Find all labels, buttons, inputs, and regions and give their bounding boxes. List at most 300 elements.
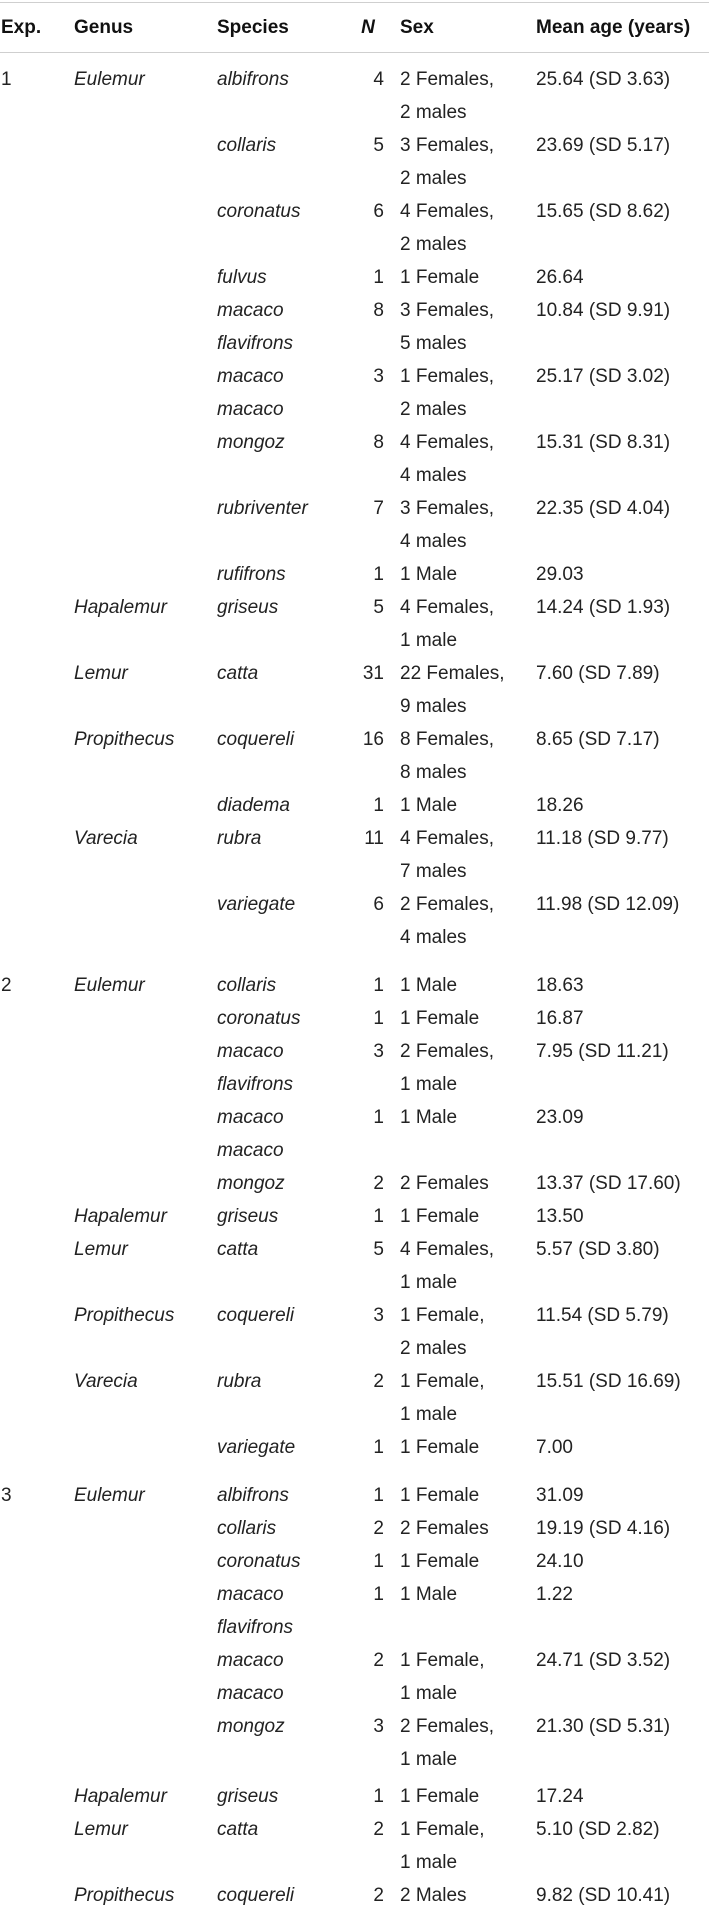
cell-species [217, 492, 344, 558]
cell-genus: Eulemur [74, 975, 145, 996]
cell-sex [400, 426, 536, 492]
cell-mean-age: 24.10 [536, 1551, 584, 1572]
cell-exp [0, 1578, 74, 1644]
cell-genus [74, 888, 217, 954]
cell-sex-line: 1 male [400, 1749, 458, 1770]
cell-n: 11 [364, 828, 384, 849]
cell-sex [400, 657, 536, 723]
cell-sex [400, 1200, 536, 1233]
cell-genus [74, 1512, 217, 1545]
cell-exp [0, 1002, 74, 1035]
cell-mean-age: 29.03 [536, 564, 584, 585]
cell-species-line: coquereli [217, 1305, 295, 1326]
cell-species [217, 969, 344, 1002]
cell-species [217, 1200, 344, 1233]
cell-genus [74, 1101, 217, 1167]
cell-exp [0, 1431, 74, 1464]
cell-species-line: rubra [217, 1371, 262, 1392]
cell-n: 8 [373, 432, 384, 453]
cell-sex-line: 22 Females, [400, 663, 505, 684]
cell-sex [400, 1780, 536, 1813]
experiment-group [0, 969, 709, 1464]
experiment-group [0, 63, 709, 954]
cell-species-line: macaco [217, 1584, 284, 1605]
cell-sex-line: 2 males [400, 1338, 467, 1359]
cell-genus: Varecia [74, 828, 138, 849]
cell-n: 5 [373, 135, 384, 156]
header-genus: Genus [74, 16, 134, 38]
cell-n: 1 [373, 1786, 384, 1807]
cell-genus: Lemur [74, 1239, 128, 1260]
cell-genus: Propithecus [74, 1885, 175, 1906]
cell-genus: Lemur [74, 663, 128, 684]
cell-sex-line: 2 males [400, 102, 467, 123]
cell-sex [400, 1167, 536, 1200]
table-header-row [0, 3, 709, 52]
cell-species [217, 1365, 344, 1431]
cell-mean-age: 11.98 (SD 12.09) [536, 894, 680, 915]
cell-n: 3 [373, 1716, 384, 1737]
table-row [0, 591, 709, 657]
cell-sex [400, 1299, 536, 1365]
cell-species-line: mongoz [217, 1173, 285, 1194]
cell-sex-line: 1 Male [400, 1107, 458, 1128]
cell-species-line: coquereli [217, 1885, 295, 1906]
cell-mean-age: 11.54 (SD 5.79) [536, 1305, 669, 1326]
cell-n: 1 [373, 795, 384, 816]
cell-mean-age: 8.65 (SD 7.17) [536, 729, 660, 750]
cell-n: 8 [373, 300, 384, 321]
cell-n: 31 [362, 663, 384, 684]
cell-mean-age: 25.64 (SD 3.63) [536, 69, 671, 90]
cell-exp [0, 789, 74, 822]
cell-sex-line: 1 Female [400, 1437, 480, 1458]
table-row [0, 1035, 709, 1101]
header-sex: Sex [400, 16, 434, 38]
cell-sex [400, 1545, 536, 1578]
cell-species-line: catta [217, 1819, 259, 1840]
cell-sex [400, 360, 536, 426]
cell-species [217, 261, 344, 294]
cell-sex-line: 1 Female, [400, 1650, 485, 1671]
cell-n: 2 [373, 1819, 384, 1840]
cell-genus [74, 1167, 217, 1200]
cell-sex [400, 789, 536, 822]
cell-exp [0, 492, 74, 558]
cell-sex-line: 1 Male [400, 795, 458, 816]
cell-mean-age: 23.69 (SD 5.17) [536, 135, 671, 156]
cell-species-line: macaco [217, 300, 284, 321]
cell-species [217, 1035, 344, 1101]
cell-species [217, 129, 344, 195]
cell-species-line: catta [217, 1239, 259, 1260]
cell-sex [400, 1431, 536, 1464]
cell-mean-age: 22.35 (SD 4.04) [536, 498, 671, 519]
cell-species [217, 1167, 344, 1200]
cell-exp [0, 1200, 74, 1233]
cell-sex-line: 4 Females, [400, 1239, 494, 1260]
cell-species [217, 195, 344, 261]
cell-species-line: rubra [217, 828, 262, 849]
cell-n: 1 [373, 564, 384, 585]
cell-mean-age: 18.26 [536, 795, 584, 816]
cell-sex-line: 1 Female, [400, 1819, 485, 1840]
cell-genus [74, 1644, 217, 1710]
cell-species-line: griseus [217, 597, 279, 618]
cell-exp [0, 294, 74, 360]
cell-n: 1 [373, 1437, 384, 1458]
cell-species-line: rubriventer [217, 498, 308, 519]
cell-genus [74, 1035, 217, 1101]
cell-species-line: macaco [217, 1683, 284, 1704]
cell-species-line: mongoz [217, 1716, 285, 1737]
cell-sex-line: 1 Female, [400, 1305, 485, 1326]
cell-exp [0, 657, 74, 723]
cell-species [217, 1479, 344, 1512]
cell-species [217, 1710, 344, 1776]
cell-exp [0, 1813, 74, 1879]
cell-species-line: collaris [217, 975, 277, 996]
header-mean-age: Mean age (years) [536, 16, 691, 38]
table-row [0, 657, 709, 723]
cell-sex [400, 723, 536, 789]
cell-species-line: coquereli [217, 729, 295, 750]
cell-n: 16 [362, 729, 384, 750]
cell-n: 1 [373, 1485, 384, 1506]
cell-mean-age: 9.82 (SD 10.41) [536, 1885, 671, 1906]
cell-n: 5 [373, 1239, 384, 1260]
cell-exp [0, 1710, 74, 1776]
cell-genus [74, 789, 217, 822]
cell-sex-line: 3 Females, [400, 498, 494, 519]
cell-species-line: albifrons [217, 1485, 289, 1506]
cell-species-line: catta [217, 663, 259, 684]
cell-sex-line: 4 males [400, 531, 467, 552]
cell-species [217, 360, 344, 426]
cell-sex-line: 1 male [400, 1683, 458, 1704]
cell-sex-line: 9 males [400, 696, 467, 717]
cell-mean-age: 16.87 [536, 1008, 584, 1029]
cell-sex [400, 1479, 536, 1512]
cell-sex-line: 4 males [400, 927, 467, 948]
cell-species [217, 1545, 344, 1578]
cell-species [217, 1101, 344, 1167]
cell-sex-line: 1 male [400, 1074, 458, 1095]
cell-species [217, 789, 344, 822]
cell-sex [400, 1035, 536, 1101]
cell-sex-line: 1 Female [400, 1206, 480, 1227]
cell-genus [74, 1578, 217, 1644]
cell-genus: Propithecus [74, 729, 175, 750]
table-row [0, 888, 709, 954]
header-species: Species [217, 16, 289, 38]
table-row [0, 1479, 709, 1512]
cell-sex [400, 1644, 536, 1710]
cell-genus [74, 1545, 217, 1578]
cell-species [217, 1233, 344, 1299]
cell-species [217, 294, 344, 360]
cell-species [217, 426, 344, 492]
cell-species-line: diadema [217, 795, 290, 816]
cell-sex-line: 4 Females, [400, 828, 494, 849]
cell-mean-age: 18.63 [536, 975, 584, 996]
cell-species-line: fulvus [217, 267, 267, 288]
cell-species [217, 1813, 344, 1879]
cell-exp: 3 [1, 1485, 12, 1506]
cell-mean-age: 7.95 (SD 11.21) [536, 1041, 669, 1062]
cell-genus [74, 1431, 217, 1464]
cell-n: 3 [373, 366, 384, 387]
cell-sex-line: 2 males [400, 168, 467, 189]
cell-exp: 1 [1, 69, 12, 90]
table-row [0, 558, 709, 591]
cell-species [217, 1431, 344, 1464]
table-row [0, 294, 709, 360]
cell-mean-age: 15.31 (SD 8.31) [536, 432, 671, 453]
cell-species-line: macaco [217, 399, 284, 420]
cell-sex-line: 7 males [400, 861, 467, 882]
cell-sex [400, 195, 536, 261]
cell-sex-line: 4 Females, [400, 432, 494, 453]
cell-sex-line: 8 Females, [400, 729, 494, 750]
cell-sex [400, 1578, 536, 1644]
cell-mean-age: 14.24 (SD 1.93) [536, 597, 671, 618]
cell-exp: 2 [1, 975, 12, 996]
cell-species-line: griseus [217, 1786, 279, 1807]
cell-n: 2 [373, 1650, 384, 1671]
cell-sex-line: 3 Females, [400, 135, 494, 156]
cell-sex-line: 2 males [400, 234, 467, 255]
cell-sex-line: 1 male [400, 1272, 458, 1293]
cell-sex-line: 2 Females, [400, 1041, 494, 1062]
table-row [0, 789, 709, 822]
cell-species-line: coronatus [217, 201, 301, 222]
cell-species-line: collaris [217, 135, 277, 156]
table-row [0, 1578, 709, 1644]
cell-sex [400, 261, 536, 294]
table-row [0, 1431, 709, 1464]
cell-exp [0, 1780, 74, 1813]
cell-species [217, 1299, 344, 1365]
table-row [0, 1299, 709, 1365]
table-row [0, 822, 709, 888]
cell-n: 1 [373, 1008, 384, 1029]
table-row [0, 261, 709, 294]
cell-species-line: macaco [217, 1041, 284, 1062]
cell-sex-line: 1 Females, [400, 366, 494, 387]
cell-n: 6 [373, 894, 384, 915]
cell-n: 5 [373, 597, 384, 618]
cell-species [217, 558, 344, 591]
cell-sex-line: 1 Male [400, 564, 458, 585]
cell-species [217, 1879, 344, 1912]
cell-mean-age: 19.19 (SD 4.16) [536, 1518, 671, 1539]
cell-exp [0, 1879, 74, 1912]
cell-genus: Varecia [74, 1371, 138, 1392]
cell-genus [74, 558, 217, 591]
cell-genus: Hapalemur [74, 597, 167, 618]
table-row [0, 1200, 709, 1233]
cell-sex [400, 1512, 536, 1545]
cell-exp [0, 195, 74, 261]
cell-sex-line: 1 Female [400, 267, 480, 288]
cell-exp [0, 558, 74, 591]
cell-species-line: macaco [217, 1107, 284, 1128]
cell-species-line: variegate [217, 1437, 296, 1458]
cell-exp [0, 360, 74, 426]
table-row [0, 1002, 709, 1035]
cell-mean-age: 25.17 (SD 3.02) [536, 366, 671, 387]
cell-genus [74, 129, 217, 195]
table-row [0, 1644, 709, 1710]
cell-mean-age: 7.00 [536, 1437, 573, 1458]
cell-sex-line: 1 Female [400, 1551, 480, 1572]
cell-species-line: macaco [217, 366, 284, 387]
cell-genus [74, 1002, 217, 1035]
table-row [0, 1101, 709, 1167]
cell-sex-line: 1 male [400, 630, 458, 651]
cell-exp [0, 1512, 74, 1545]
cell-sex-line: 4 Females, [400, 597, 494, 618]
table-row [0, 723, 709, 789]
cell-exp [0, 1233, 74, 1299]
cell-exp [0, 822, 74, 888]
cell-sex [400, 492, 536, 558]
cell-species-line: coronatus [217, 1551, 301, 1572]
cell-sex [400, 822, 536, 888]
cell-genus: Lemur [74, 1819, 128, 1840]
cell-mean-age: 11.18 (SD 9.77) [536, 828, 669, 849]
cell-species-line: macaco [217, 1140, 284, 1161]
cell-sex [400, 888, 536, 954]
cell-sex-line: 1 Female, [400, 1371, 485, 1392]
table-row [0, 129, 709, 195]
cell-species [217, 1780, 344, 1813]
cell-sex-line: 1 Female [400, 1485, 480, 1506]
cell-species [217, 822, 344, 888]
cell-mean-age: 5.57 (SD 3.80) [536, 1239, 660, 1260]
cell-genus: Eulemur [74, 69, 145, 90]
cell-species-line: flavifrons [217, 333, 294, 354]
cell-genus [74, 261, 217, 294]
cell-exp [0, 1545, 74, 1578]
cell-species-line: collaris [217, 1518, 277, 1539]
cell-sex-line: 2 Females, [400, 894, 494, 915]
cell-sex [400, 129, 536, 195]
cell-exp [0, 888, 74, 954]
cell-exp [0, 1299, 74, 1365]
cell-species-line: mongoz [217, 432, 285, 453]
cell-mean-age: 21.30 (SD 5.31) [536, 1716, 671, 1737]
cell-genus [74, 426, 217, 492]
cell-exp [0, 1035, 74, 1101]
cell-sex-line: 2 Females [400, 1173, 489, 1194]
cell-mean-age: 7.60 (SD 7.89) [536, 663, 660, 684]
cell-sex [400, 1233, 536, 1299]
cell-genus: Eulemur [74, 1485, 145, 1506]
cell-sex [400, 1879, 536, 1912]
cell-n: 1 [373, 1206, 384, 1227]
table-row [0, 63, 709, 129]
cell-species [217, 657, 344, 723]
cell-mean-age: 23.09 [536, 1107, 584, 1128]
cell-sex [400, 294, 536, 360]
cell-sex-line: 1 Female [400, 1008, 480, 1029]
cell-n: 3 [373, 1041, 384, 1062]
cell-species-line: macaco [217, 1650, 284, 1671]
cell-mean-age: 5.10 (SD 2.82) [536, 1819, 660, 1840]
cell-sex-line: 2 Females, [400, 69, 494, 90]
cell-n: 4 [373, 69, 384, 90]
cell-sex [400, 558, 536, 591]
table-body [0, 53, 709, 1912]
cell-exp [0, 591, 74, 657]
cell-exp [0, 723, 74, 789]
cell-sex-line: 8 males [400, 762, 467, 783]
cell-sex-line: 1 Male [400, 975, 458, 996]
cell-sex-line: 1 Male [400, 1584, 458, 1605]
cell-mean-age: 31.09 [536, 1485, 584, 1506]
cell-sex [400, 1002, 536, 1035]
cell-species [217, 723, 344, 789]
table-row [0, 1710, 709, 1776]
cell-exp [0, 1167, 74, 1200]
cell-sex [400, 1365, 536, 1431]
cell-sex [400, 591, 536, 657]
cell-exp [0, 1644, 74, 1710]
table-row [0, 360, 709, 426]
cell-species-line: rufifrons [217, 564, 286, 585]
cell-sex-line: 3 Females, [400, 300, 494, 321]
cell-mean-age: 13.37 (SD 17.60) [536, 1173, 681, 1194]
cell-n: 1 [373, 1584, 384, 1605]
cell-sex-line: 2 Males [400, 1885, 467, 1906]
cell-species [217, 63, 344, 129]
cell-sex [400, 1813, 536, 1879]
cell-mean-age: 17.24 [536, 1786, 584, 1807]
cell-genus [74, 294, 217, 360]
table-row [0, 195, 709, 261]
cell-species-line: albifrons [217, 69, 289, 90]
cell-n: 3 [373, 1305, 384, 1326]
cell-mean-age: 24.71 (SD 3.52) [536, 1650, 671, 1671]
table-row [0, 426, 709, 492]
cell-n: 1 [373, 1107, 384, 1128]
cell-n: 2 [373, 1173, 384, 1194]
table-row [0, 969, 709, 1002]
cell-sex-line: 5 males [400, 333, 467, 354]
cell-sex-line: 1 male [400, 1404, 458, 1425]
cell-n: 1 [373, 975, 384, 996]
cell-species-line: coronatus [217, 1008, 301, 1029]
cell-species [217, 888, 344, 954]
cell-sex-line: 4 Females, [400, 201, 494, 222]
cell-species [217, 591, 344, 657]
cell-genus [74, 1710, 217, 1776]
cell-mean-age: 15.65 (SD 8.62) [536, 201, 671, 222]
cell-n: 1 [373, 1551, 384, 1572]
cell-genus: Hapalemur [74, 1786, 167, 1807]
cell-mean-age: 1.22 [536, 1584, 573, 1605]
cell-exp [0, 1365, 74, 1431]
table-row [0, 1233, 709, 1299]
cell-exp [0, 129, 74, 195]
cell-n: 2 [373, 1885, 384, 1906]
cell-sex-line: 4 males [400, 465, 467, 486]
cell-n: 2 [373, 1371, 384, 1392]
header-n: N [361, 16, 375, 38]
cell-sex-line: 1 Female [400, 1786, 480, 1807]
